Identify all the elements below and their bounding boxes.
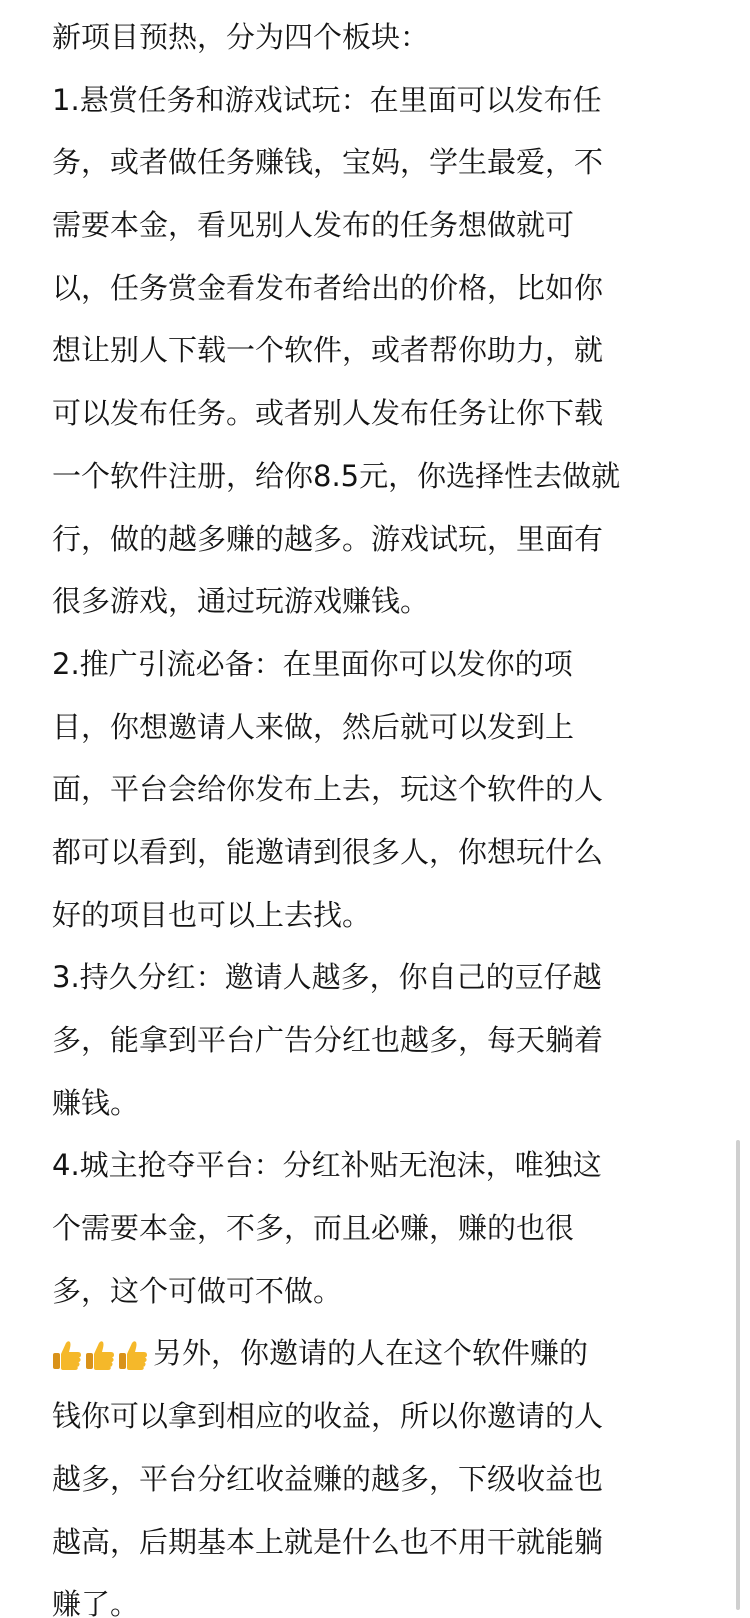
- text-line: 都可以看到，能邀请到很多人，你想玩什么: [52, 834, 604, 869]
- text-line: 1.悬赏任务和游戏试玩：在里面可以发布任: [52, 82, 602, 117]
- thumbs-up-group: [52, 1324, 151, 1385]
- text-line: 好的项目也可以上去找。: [52, 897, 372, 932]
- text-line: 务，或者做任务赚钱，宝妈，学生最爱，不: [52, 145, 604, 180]
- text-line: 钱你可以拿到相应的收益，所以你邀请的人: [52, 1399, 604, 1434]
- text-line: 可以发布任务。或者别人发布任务让你下载: [52, 396, 604, 431]
- text-line-with-emoji: [52, 1322, 732, 1385]
- text-line: 多，能拿到平台广告分红也越多，每天躺着: [52, 1023, 604, 1057]
- text-line: 赚了。: [52, 1587, 140, 1618]
- text-line: 个需要本金，不多，而且必赚，赚的也很: [52, 1211, 575, 1246]
- text-line: 赚钱。: [52, 1085, 140, 1120]
- text-line: 需要本金，看见别人发布的任务想做就可: [52, 208, 575, 243]
- text-line: 以，任务赏金看发布者给出的价格，比如你: [52, 270, 604, 305]
- thumbs-up-icon: [85, 1339, 115, 1371]
- text-line: 4.城主抢夺平台：分红补贴无泡沫，唯独这: [52, 1148, 602, 1183]
- text-line: 2.推广引流必备：在里面你可以发你的项: [52, 646, 573, 681]
- text-line: 行，做的越多赚的越多。游戏试玩，里面有: [52, 521, 604, 556]
- text-line: 越高，后期基本上就是什么也不用干就能躺: [52, 1524, 604, 1559]
- scrollbar[interactable]: [736, 1140, 740, 1610]
- text-line-content: 另外，你邀请的人在这个软件赚的: [153, 1336, 589, 1371]
- text-line: 3.持久分红：邀请人越多，你自己的豆仔越: [52, 960, 602, 995]
- text-line: 多，这个可做可不做。: [52, 1273, 343, 1308]
- post-text-body: [52, 6, 732, 1618]
- thumbs-up-icon: [52, 1339, 82, 1371]
- text-line: 想让别人下载一个软件，或者帮你助力，就: [52, 333, 604, 368]
- text-line: 很多游戏，通过玩游戏赚钱。: [52, 584, 430, 619]
- text-line: 一个软件注册，给你8.5元，你选择性去做就: [52, 458, 621, 493]
- text-line: 面，平台会给你发布上去，玩这个软件的人: [52, 772, 604, 807]
- text-line: 越多，平台分红收益赚的越多，下级收益也: [52, 1461, 604, 1496]
- text-line: 目，你想邀请人来做，然后就可以发到上: [52, 709, 575, 744]
- thumbs-up-icon: [118, 1339, 148, 1371]
- text-line: 新项目预热，分为四个板块：: [52, 20, 430, 54]
